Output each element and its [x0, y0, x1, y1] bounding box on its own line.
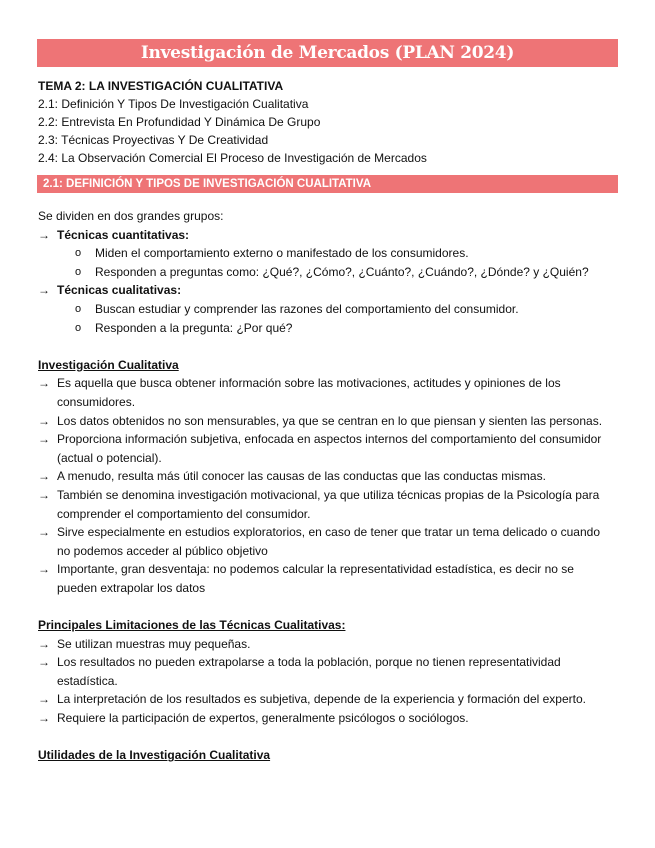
arrow-icon: → — [38, 376, 50, 391]
topic-item: 2.4: La Observación Comercial El Proceso de Investigación de Mercados — [38, 151, 427, 165]
arrow-icon: → — [38, 711, 50, 726]
list-item — [38, 690, 613, 709]
subsection-heading-cualitativa: Investigación Cualitativa — [38, 357, 179, 372]
topic-item: 2.3: Técnicas Proyectivas Y De Creatividad — [38, 133, 269, 147]
arrow-icon: → — [38, 432, 50, 447]
list-item-text: Responden a preguntas como: ¿Qué?, ¿Cómo?, ¿Cuánto?, ¿Cuándo?, ¿Dónde? y ¿Quién? — [95, 264, 589, 279]
list-item-text: Los resultados no pueden extrapolarse a toda la población, porque no tienen representatividad estadística. — [57, 655, 561, 688]
arrow-icon: → — [38, 562, 50, 577]
list-item — [38, 635, 613, 654]
list-item — [38, 709, 613, 728]
list-item-text: Buscan estudiar y comprender las razones del comportamiento del consumidor. — [95, 301, 519, 316]
list-item-text: Los datos obtenidos no son mensurables, ya que se centran en lo que piensan y sienten las personas. — [57, 413, 603, 428]
arrow-icon: → — [38, 636, 50, 651]
group-quantitative — [38, 226, 613, 245]
group-label: Técnicas cuantitativas: — [57, 227, 190, 242]
section-title: 2.1: DEFINICIÓN Y TIPOS DE INVESTIGACIÓN CUALITATIVA — [37, 175, 618, 193]
topic-item: 2.1: Definición Y Tipos De Investigación Cualitativa — [38, 97, 309, 111]
list-item — [38, 430, 613, 467]
list-item — [38, 300, 613, 319]
list-item-text: Requiere la participación de expertos, generalmente psicólogos o sociólogos. — [57, 711, 469, 726]
list-item-text: Miden el comportamiento externo o manifestado de los consumidores. — [95, 246, 469, 261]
list-item — [38, 560, 613, 597]
list-item-text: Responden a la pregunta: ¿Por qué? — [95, 320, 293, 335]
topic-index — [38, 77, 427, 167]
list-item — [38, 486, 613, 523]
bullet-icon: o — [75, 265, 82, 278]
list-item-text: La interpretación de los resultados es subjetiva, depende de la experiencia y formación del experto. — [57, 692, 586, 707]
subsection-heading-limitaciones: Principales Limitaciones de las Técnicas Cualitativas: — [38, 618, 346, 633]
bullet-icon: o — [75, 247, 82, 260]
list-item — [38, 319, 613, 338]
list-item — [38, 244, 613, 263]
list-item-text: Proporciona información subjetiva, enfocada en aspectos internos del comportamiento del consumidor (actual o potencial). — [57, 432, 602, 465]
arrow-icon: → — [38, 413, 50, 428]
section-content — [38, 207, 613, 765]
subsection-heading-utilidades: Utilidades de la Investigación Cualitativa — [38, 748, 271, 763]
list-item — [38, 467, 613, 486]
list-item-text: Sirve especialmente en estudios exploratorios, en caso de tener que tratar un tema delicado o cuando no podemos acceder al público objetivo — [57, 525, 600, 558]
arrow-icon: → — [38, 692, 50, 707]
topic-item: 2.2: Entrevista En Profundidad Y Dinámica De Grupo — [38, 115, 321, 129]
arrow-icon: → — [38, 525, 50, 540]
arrow-icon: → — [38, 655, 50, 670]
list-item-text: Es aquella que busca obtener información sobre las motivaciones, actitudes y opiniones de los consumidores. — [57, 376, 561, 409]
list-item — [38, 374, 613, 411]
list-item-text: También se denomina investigación motivacional, ya que utiliza técnicas propias de la Psicología para comprender el comportamiento del consumidor. — [57, 487, 600, 521]
topic-heading: TEMA 2: LA INVESTIGACIÓN CUALITATIVA — [38, 79, 284, 93]
arrow-icon: → — [38, 283, 50, 298]
intro-text: Se dividen en dos grandes grupos: — [38, 209, 224, 223]
bullet-icon: o — [75, 321, 82, 334]
group-qualitative — [38, 281, 613, 300]
arrow-icon: → — [38, 469, 50, 484]
list-item — [38, 523, 613, 560]
arrow-icon: → — [38, 487, 50, 502]
list-item — [38, 412, 613, 431]
list-item-text: A menudo, resulta más útil conocer las causas de las conductas que las conductas mismas. — [57, 469, 546, 484]
list-item — [38, 653, 613, 690]
bullet-icon: o — [75, 302, 82, 315]
list-item — [38, 263, 613, 282]
list-item-text: Se utilizan muestras muy pequeñas. — [57, 636, 251, 651]
group-label: Técnicas cualitativas: — [57, 283, 182, 298]
document-title: Investigación de Mercados (PLAN 2024) — [37, 39, 618, 67]
list-item-text: Importante, gran desventaja: no podemos calcular la representatividad estadística, es decir no se pueden extrapolar los datos — [57, 562, 574, 595]
arrow-icon: → — [38, 227, 50, 242]
